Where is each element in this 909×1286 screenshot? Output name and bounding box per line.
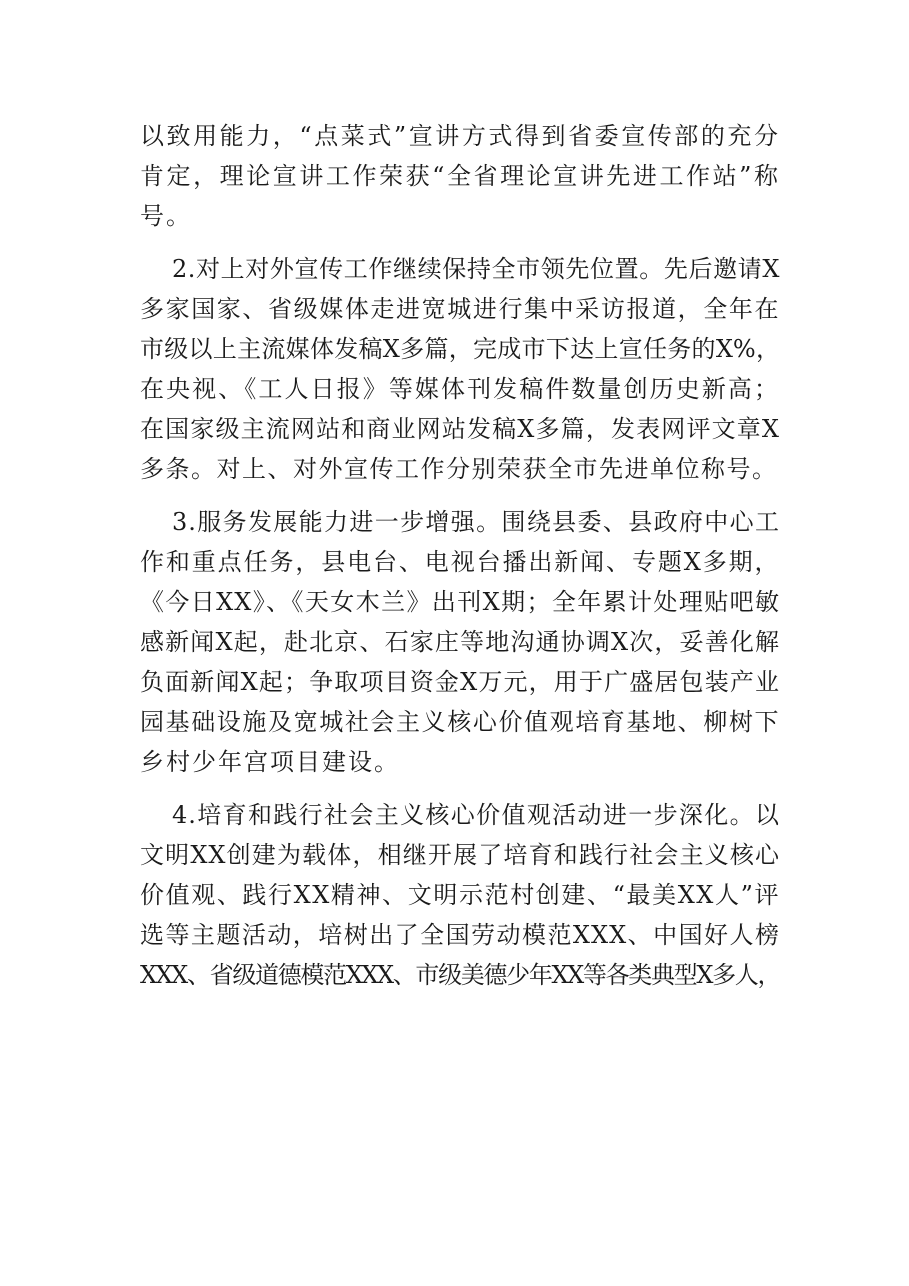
text-line: 4.培育和践行社会主义核心价值观活动进一步深化。以 xyxy=(172,801,780,829)
paragraph-1 xyxy=(140,116,780,236)
text-line: 在国家级主流网站和商业网站发稿X多篇，发表网评文章X xyxy=(140,415,780,443)
paragraph-2 xyxy=(140,249,780,489)
text-line: 在央视、《工人日报》等媒体刊发稿件数量创历史新高； xyxy=(140,375,780,403)
text-line: 3.服务发展能力进一步增强。围绕县委、县政府中心工 xyxy=(172,508,780,536)
text-line: 感新闻X起，赴北京、石家庄等地沟通协调X次，妥善化解 xyxy=(140,628,780,656)
document-body xyxy=(140,116,780,995)
paragraph-gap xyxy=(140,489,780,502)
text-line: 市级以上主流媒体发稿X多篇，完成市下达上宣任务的X%， xyxy=(140,335,780,363)
text-line: 号。 xyxy=(140,202,192,230)
paragraph-gap xyxy=(140,236,780,249)
text-line: 以致用能力，“点菜式”宣讲方式得到省委宣传部的充分 xyxy=(140,122,780,150)
text-line: 作和重点任务，县电台、电视台播出新闻、专题X多期， xyxy=(140,548,780,576)
text-line: 价值观、践行XX精神、文明示范村创建、“最美XX人”评 xyxy=(140,881,780,909)
text-line: XXX、省级道德模范XXX、市级美德少年XX等各类典型X多人， xyxy=(140,961,780,989)
text-line: 多条。对上、对外宣传工作分别荣获全市先进单位称号。 xyxy=(140,455,778,483)
text-line: 多家国家、省级媒体走进宽城进行集中采访报道，全年在 xyxy=(140,295,780,323)
text-line: 文明XX创建为载体，相继开展了培育和践行社会主义核心 xyxy=(140,841,780,869)
paragraph-3 xyxy=(140,502,780,782)
text-line: 负面新闻X起；争取项目资金X万元，用于广盛居包装产业 xyxy=(140,668,780,696)
text-line: 乡村少年宫项目建设。 xyxy=(140,748,400,776)
text-line: 《今日XX》、《天女木兰》出刊X期；全年累计处理贴吧敏 xyxy=(140,588,780,616)
text-line: 选等主题活动，培树出了全国劳动模范XXX、中国好人榜 xyxy=(140,921,780,949)
text-line: 肯定，理论宣讲工作荣获“全省理论宣讲先进工作站”称 xyxy=(140,162,780,190)
text-line: 园基础设施及宽城社会主义核心价值观培育基地、柳树下 xyxy=(140,708,780,736)
paragraph-gap xyxy=(140,782,780,795)
text-line: 2.对上对外宣传工作继续保持全市领先位置。先后邀请X xyxy=(172,255,780,283)
paragraph-4 xyxy=(140,795,780,995)
